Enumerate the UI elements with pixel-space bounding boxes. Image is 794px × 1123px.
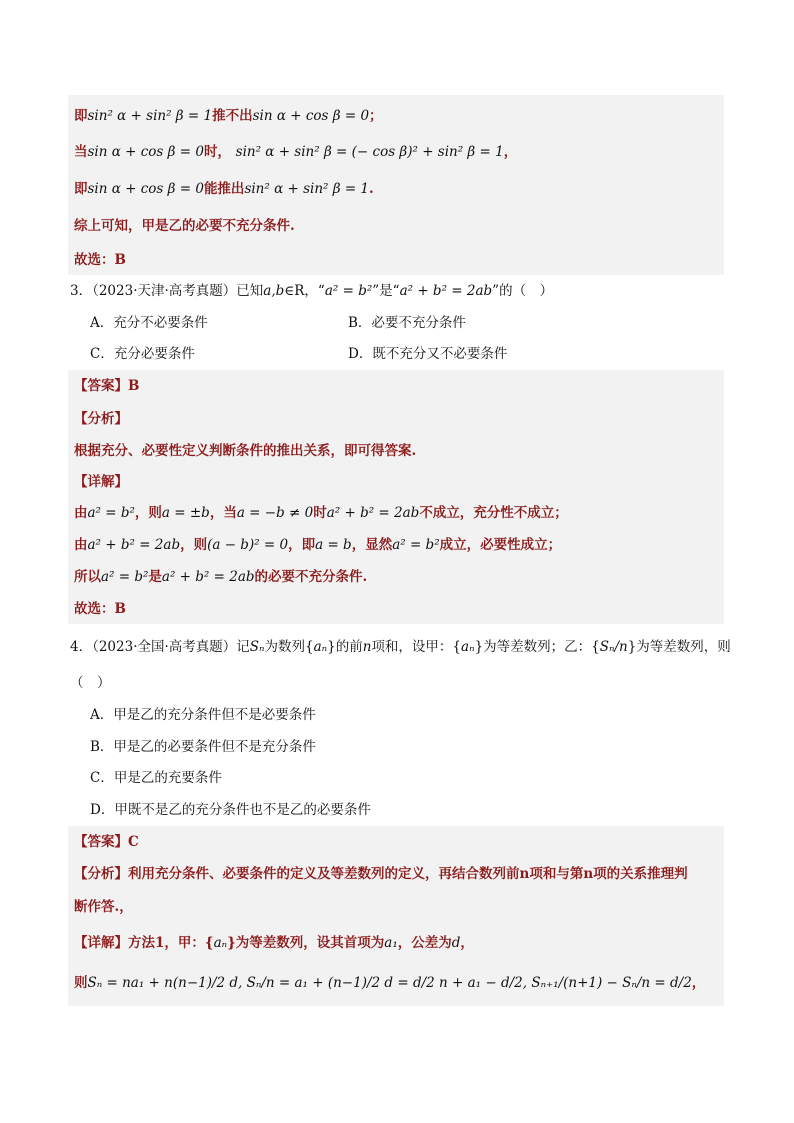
solution-line: 即sin² α + sin² β = 1推不出sin α + cos β = 0；: [74, 108, 383, 124]
detail-line: 由a² + b² = 2ab，则(a − b)² = 0，即a = b，显然a² = b²成立，必要性成立；: [74, 537, 562, 553]
solution-block-q3: [68, 370, 724, 624]
solution-line: 综上可知，甲是乙的必要不充分条件.: [74, 218, 295, 234]
solution-block-q4: [68, 826, 724, 1006]
question-3-stem: 3．（2023·天津·高考真题）已知a,b∈R，“a² = b²”是“a² + b² = 2ab”的（ ）: [70, 283, 554, 299]
detail-label: 【详解】: [74, 474, 128, 490]
solution-line: 即sin α + cos β = 0能推出sin² α + sin² β = 1.: [74, 181, 374, 197]
solution-line: 故选：B: [74, 252, 126, 268]
option-a: A．甲是乙的充分条件但不是必要条件: [90, 707, 316, 723]
solution-block-q2: [68, 95, 724, 275]
detail-line: 所以a² = b²是a² + b² = 2ab的必要不充分条件.: [74, 569, 368, 585]
option-d: D．既不充分又不必要条件: [348, 346, 508, 362]
option-c: C．甲是乙的充要条件: [90, 770, 222, 786]
question-4-stem: 4．（2023·全国·高考真题）记Sₙ为数列{aₙ}的前n项和，设甲：{aₙ}为等差数列；乙：{Sₙ/n}为等差数列，则: [70, 639, 731, 655]
detail-formula: 则Sₙ = na₁ + n(n−1)/2 d, Sₙ/n = a₁ + (n−1)/2 d = d/2 n + a₁ − d/2, Sₙ₊₁/(n+1) − Sₙ/n = d/2，: [74, 975, 706, 991]
analysis-line: 断作答.，: [74, 899, 133, 915]
answer-label: 【答案】C: [74, 834, 139, 850]
detail-line: 由a² = b²，则a = ±b，当a = −b ≠ 0时a² + b² = 2ab不成立，充分性不成立；: [74, 505, 568, 521]
question-4-paren: （ ）: [70, 675, 111, 691]
analysis-label: 【分析】: [74, 411, 128, 427]
detail-line: 【详解】方法1，甲：{aₙ}为等差数列，设其首项为a₁，公差为d，: [74, 935, 474, 951]
analysis-text: 根据充分、必要性定义判断条件的推出关系，即可得答案.: [74, 443, 417, 459]
option-d: D．甲既不是乙的充分条件也不是乙的必要条件: [90, 802, 371, 818]
answer-label: 【答案】B: [74, 378, 140, 394]
option-b: B．甲是乙的必要条件但不是充分条件: [90, 739, 316, 755]
detail-line: 故选：B: [74, 601, 126, 617]
analysis-line: 【分析】利用充分条件、必要条件的定义及等差数列的定义，再结合数列前n项和与第n项的关系推理判: [74, 866, 688, 882]
option-c: C．充分必要条件: [90, 346, 195, 362]
solution-line: 当sin α + cos β = 0时， sin² α + sin² β = (− cos β)² + sin² β = 1，: [74, 144, 518, 160]
option-b: B．必要不充分条件: [348, 315, 466, 331]
option-a: A．充分不必要条件: [90, 315, 208, 331]
